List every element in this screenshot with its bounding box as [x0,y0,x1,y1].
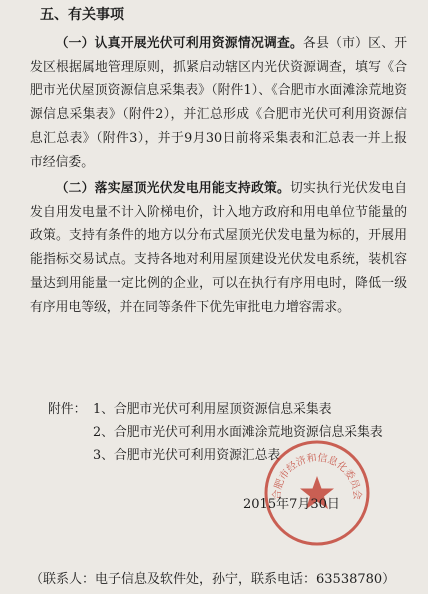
attachment-item-2: 2、合肥市光伏可利用水面滩涂荒地资源信息采集表 [93,425,383,440]
item-2-body: 切实执行光伏发电自发自用发电量不计入阶梯电价，计入地方政府和用电单位节能量的政策。支持有条件的地方以分布式屋顶光伏发电量为标的，开展用能指标交易试点。支持各地对利用屋顶建设光伏发电系统，装机容量达到用能量一定比例的企业，可以在执行有序用电时，降低一级有序用电等级，并在同等条件下优先审批电力增容需求。 [30,181,407,315]
item-1-body: 各县（市）区、开发区根据属地管理原则，抓紧启动辖区内光伏资源调查，填写《合肥市光伏屋顶资源信息采集表》（附件1）、《合肥市水面滩涂荒地资源信息采集表》（附件2），并汇总形成《合肥市光伏可利用资源信息汇总表》（附件3），并于9月30日前将采集表和汇总表一并上报市经信委。 [30,36,408,170]
item-2-paragraph [30,177,407,319]
item-1-paragraph [30,32,407,174]
attachments-label: 附件： [48,402,87,417]
section-heading: 五、有关事项 [40,7,124,23]
item-2-lead: （二）落实屋顶光伏发电用能支持政策。 [55,181,291,196]
seal-text: 合肥市经济和信息化委员会 [271,452,363,501]
contact-line: （联系人：电子信息及软件处，孙宁，联系电话：63538780） [30,572,396,587]
item-1-lead: （一）认真开展光伏可利用资源情况调查。 [55,36,304,51]
attachment-item-3: 3、合肥市光伏可利用资源汇总表 [93,448,281,463]
attachment-item-1: 1、合肥市光伏可利用屋顶资源信息采集表 [93,402,332,417]
signature-date: 2015年7月30日 [243,497,340,512]
